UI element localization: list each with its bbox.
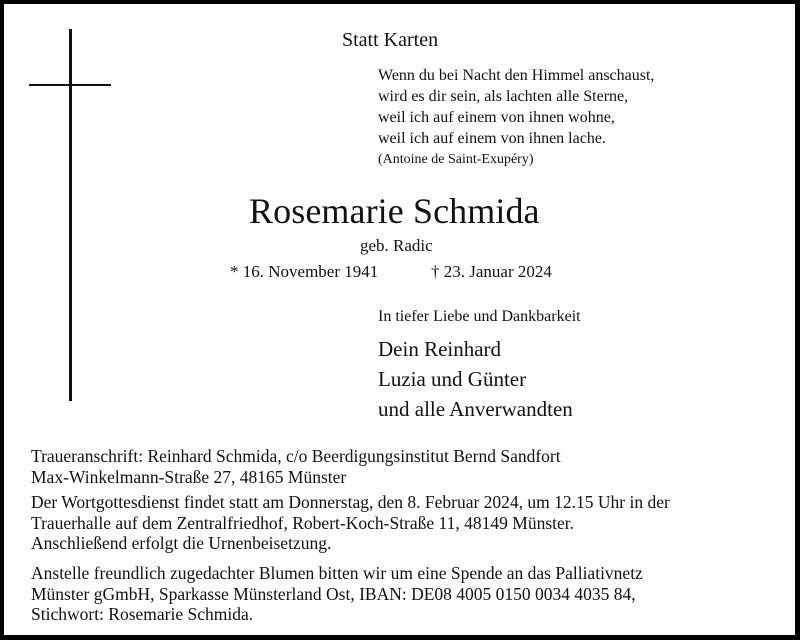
header-statt-karten: Statt Karten bbox=[342, 29, 439, 51]
donation-line: Münster gGmbH, Sparkasse Münsterland Ost, IBAN: DE08 4005 0150 0034 4035 84, bbox=[31, 583, 636, 604]
quote-line: weil ich auf einem von ihnen wohne, bbox=[378, 109, 615, 126]
quote-line: Wenn du bei Nacht den Himmel anschaust, bbox=[378, 67, 655, 84]
donation-line: Stichwort: Rosemarie Schmida. bbox=[31, 604, 254, 624]
service-line: Trauerhalle auf dem Zentralfriedhof, Robert-Koch-Straße 11, 48149 Münster. bbox=[31, 512, 574, 533]
quote-line: wird es dir sein, als lachten alle Sterne, bbox=[378, 88, 629, 105]
birth-date: * 16. November 1941 bbox=[230, 262, 379, 281]
address-line: Traueranschrift: Reinhard Schmida, c/o Beerdigungsinstitut Bernd Sandfort bbox=[31, 446, 561, 466]
mourner: und alle Anverwandten bbox=[378, 397, 573, 421]
quote-line: weil ich auf einem von ihnen lache. bbox=[378, 130, 606, 147]
service-line: Der Wortgottesdienst findet statt am Donnerstag, den 8. Februar 2024, um 12.15 Uhr in der bbox=[31, 492, 670, 512]
mourner: Luzia und Günter bbox=[378, 367, 527, 391]
cross-icon-horizontal bbox=[29, 84, 111, 86]
obituary-notice bbox=[4, 4, 795, 635]
quote-author: (Antoine de Saint-Exupéry) bbox=[378, 152, 534, 167]
deceased-name: Rosemarie Schmida bbox=[249, 191, 540, 231]
death-date: † 23. Januar 2024 bbox=[431, 262, 552, 281]
mourners-intro: In tiefer Liebe und Dankbarkeit bbox=[378, 308, 581, 325]
quote bbox=[378, 65, 654, 149]
service-line: Anschließend erfolgt die Urnenbeisetzung. bbox=[31, 533, 332, 553]
mourning-address bbox=[31, 446, 561, 487]
donation-line: Anstelle freundlich zugedachter Blumen bitten wir um eine Spende an das Palliativnetz bbox=[31, 563, 643, 583]
mourner: Dein Reinhard bbox=[378, 337, 502, 361]
mourners-list bbox=[378, 334, 573, 424]
donation-info bbox=[31, 563, 643, 625]
address-line: Max-Winkelmann-Straße 27, 48165 Münster bbox=[31, 466, 347, 487]
service-info bbox=[31, 492, 670, 554]
birth-name: geb. Radic bbox=[360, 236, 433, 255]
